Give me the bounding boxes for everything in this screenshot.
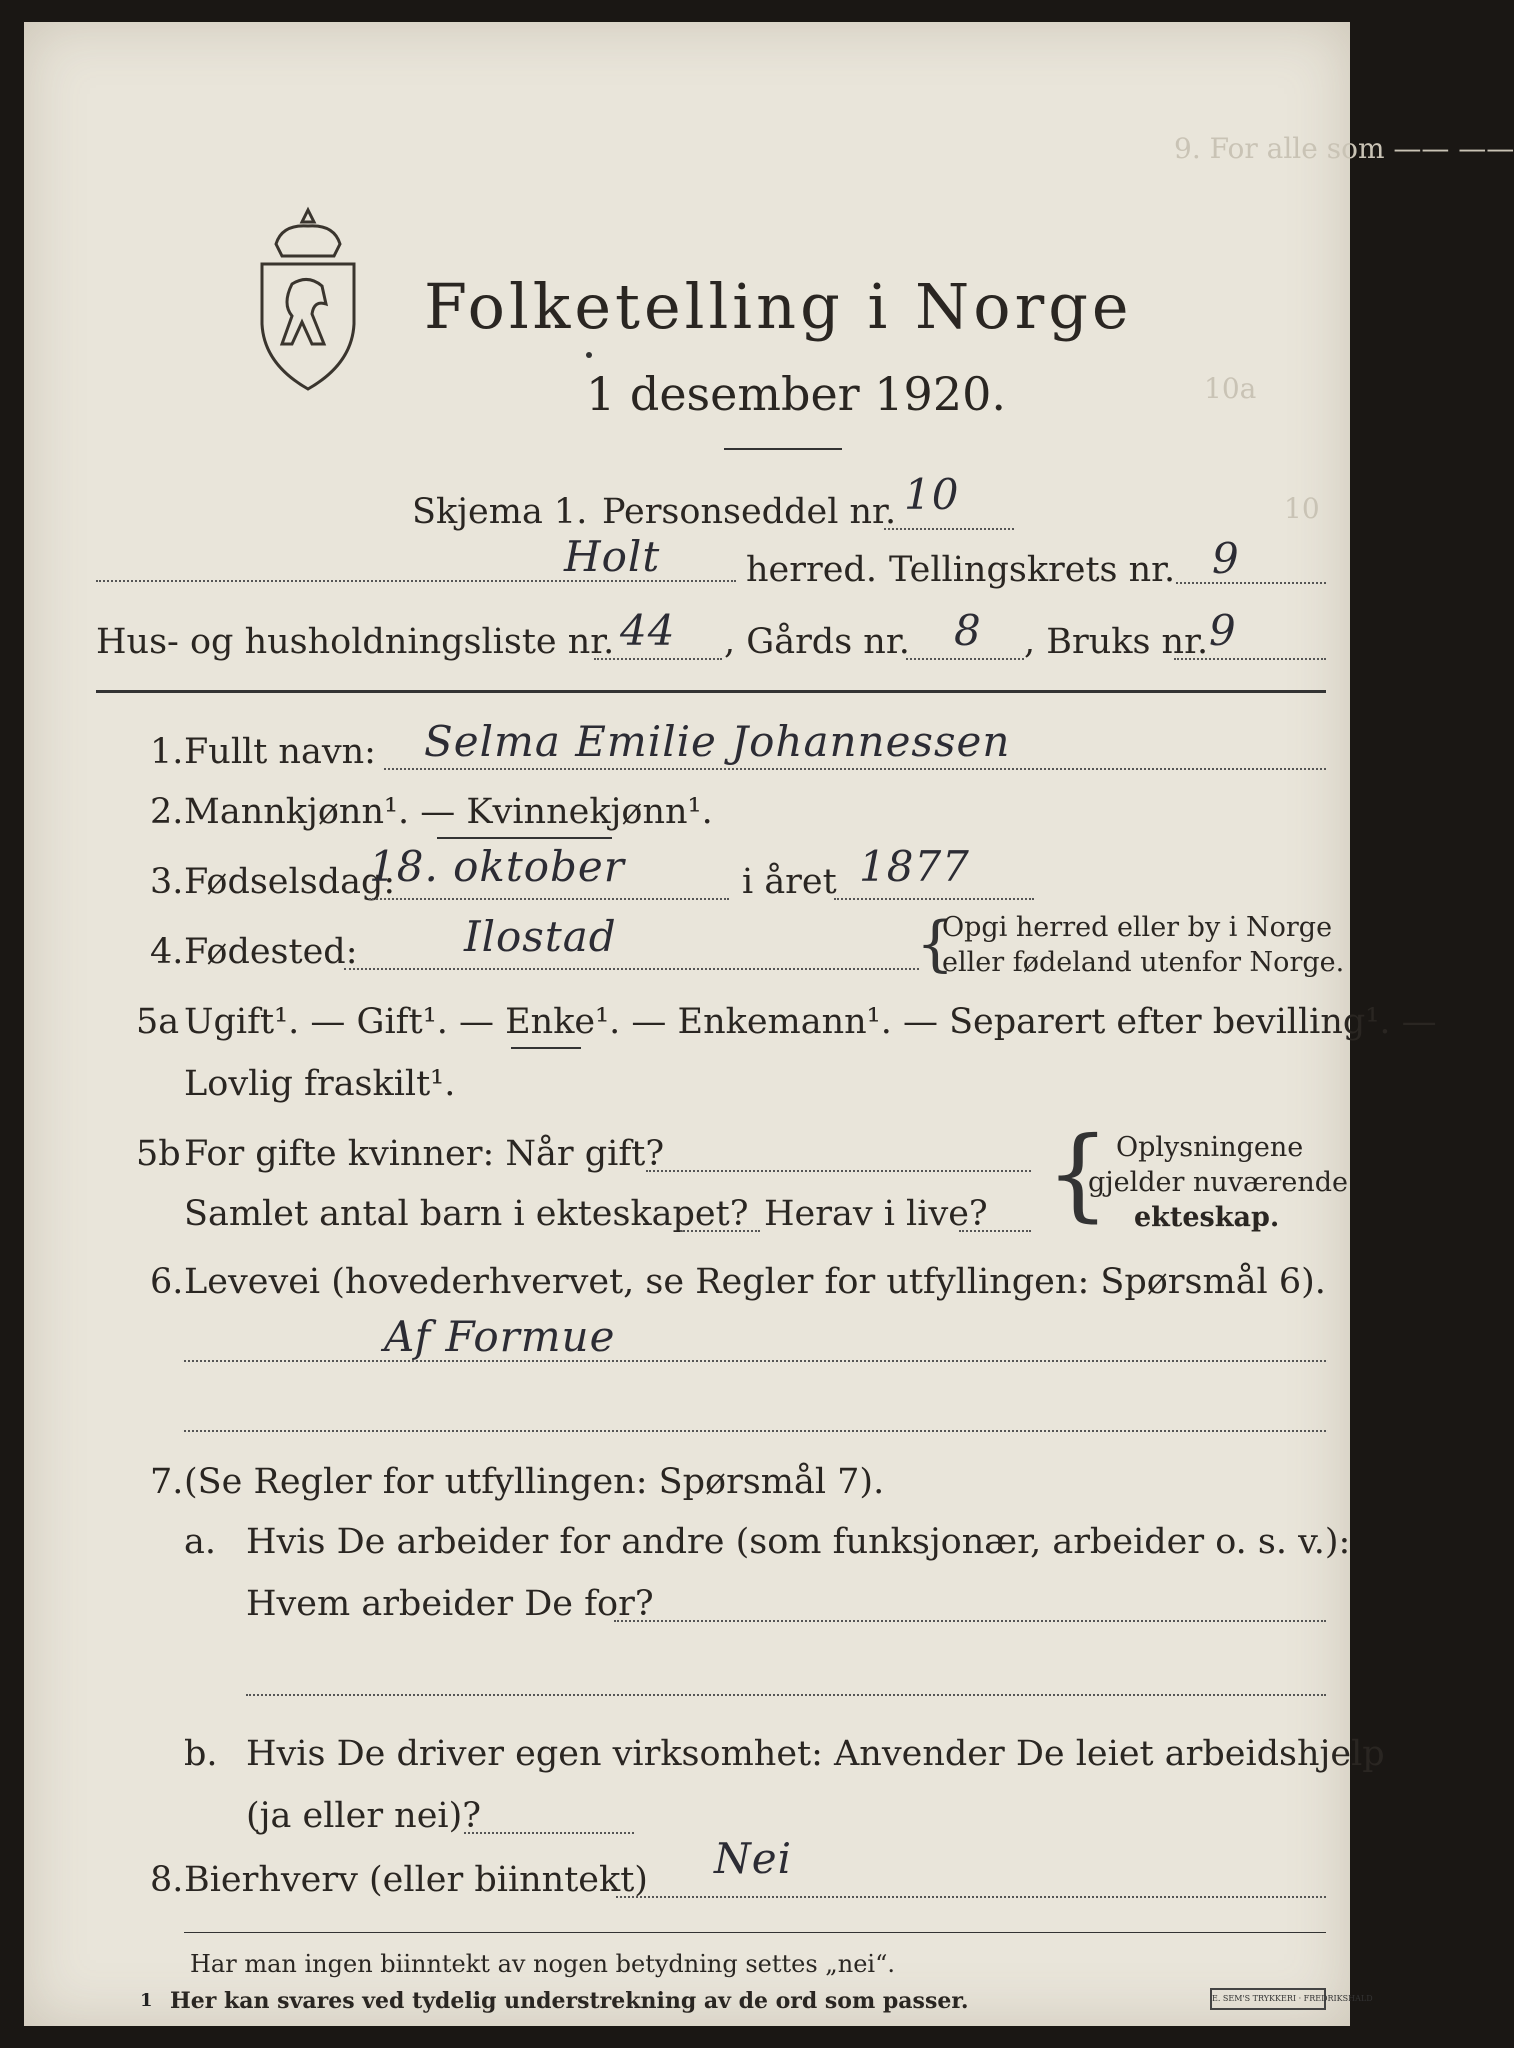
q7b-line2: (ja eller nei)? [246, 1796, 482, 1836]
q8-line [616, 1896, 1326, 1898]
q6-number: 6. [150, 1262, 184, 1302]
q1-full-name: Selma Emilie Johannessen [424, 717, 1011, 766]
q4-line [344, 968, 919, 970]
q4-note-line1: Opgi herred eller by i Norge [942, 912, 1333, 943]
q8-label: Bierhverv (eller biinntekt) [184, 1860, 648, 1900]
q5a-underline-enke [511, 1047, 581, 1049]
q5a-line1: Ugift¹. — Gift¹. — Enke¹. — Enkemann¹. — Separert efter bevilling¹. — [184, 1002, 1437, 1042]
q4-note-line2: eller fødeland utenfor Norge. [942, 947, 1345, 978]
bruks-line [1174, 658, 1326, 660]
q5a-line2: Lovlig fraskilt¹. [184, 1064, 456, 1104]
tellingskrets-line [1176, 582, 1326, 584]
bleed-through-text: 10a [1204, 372, 1257, 405]
q5b-note-line2: gjelder nuværende [1088, 1167, 1348, 1198]
q5b-note-line1: Oplysningene [1116, 1132, 1304, 1163]
bruks-value: 9 [1209, 606, 1237, 655]
form-title: Folketelling i Norge [424, 270, 1133, 343]
q6-label: Levevei (hovederhvervet, se Regler for utfyllingen: Spørsmål 6). [184, 1262, 1326, 1302]
footnote-text: Her kan svares ved tydelig understrekning av de ord som passer. [170, 1988, 969, 2014]
bleed-through-text: 9. For alle som —— —— [1174, 132, 1514, 165]
q5b-brace: { [1046, 1115, 1110, 1232]
q2-label: Mannkjønn¹. — Kvinnekjønn¹. [184, 792, 713, 832]
gards-line [906, 658, 1024, 660]
q7a-extra-line [246, 1694, 1326, 1696]
q5b-children-line [680, 1230, 760, 1232]
q8-side-income: Nei [714, 1834, 793, 1883]
q6-line1 [184, 1360, 1326, 1362]
herred-label: herred. [746, 550, 877, 590]
q5b-note-line3: ekteskap. [1134, 1202, 1280, 1233]
personseddel-value: 10 [904, 470, 960, 519]
q5b-alive-label: Herav i live? [764, 1194, 988, 1234]
q3-birth-year: 1877 [859, 842, 970, 891]
q1-number: 1. [150, 732, 184, 772]
hus-label: Hus- og husholdningsliste nr. [96, 622, 615, 662]
gards-value: 8 [954, 606, 982, 655]
tellingskrets-value: 9 [1212, 534, 1240, 583]
census-date: 1 desember 1920. [586, 367, 1006, 421]
q3-year-label: i året [742, 862, 837, 902]
q7a-line1: Hvis De arbeider for andre (som funksjonær, arbeider o. s. v.): [246, 1522, 1351, 1562]
hus-line [594, 658, 722, 660]
q8-number: 8. [150, 1860, 184, 1900]
personseddel-label: Personseddel nr. [602, 492, 897, 532]
gards-label: , Gårds nr. [724, 622, 910, 662]
q3-date-line [369, 898, 729, 900]
title-dot [586, 352, 592, 358]
bruks-label: , Bruks nr. [1024, 622, 1209, 662]
q7b-number: b. [184, 1734, 218, 1774]
footer-note: Har man ingen biinntekt av nogen betydning settes „nei“. [190, 1950, 895, 1978]
q4-label: Fødested: [184, 932, 358, 972]
q5a-number: 5a [136, 1002, 180, 1042]
q5b-children-label: Samlet antal barn i ekteskapet? [184, 1194, 749, 1234]
q3-year-line [834, 898, 1034, 900]
header-divider [96, 690, 1326, 693]
q4-birthplace: Ilostad [464, 912, 617, 961]
q7a-number: a. [184, 1522, 216, 1562]
printer-stamp: E. SEM'S TRYKKERI · FREDRIKSHALD [1210, 1988, 1326, 2010]
q7-label: (Se Regler for utfyllingen: Spørsmål 7). [184, 1462, 885, 1502]
q7b-line1: Hvis De driver egen virksomhet: Anvender De leiet arbeidshjelp [246, 1734, 1385, 1774]
q3-label: Fødselsdag: [184, 862, 396, 902]
q6-line2 [184, 1430, 1326, 1432]
q2-underline-kvinnekjonn [437, 837, 612, 839]
tellingskrets-label: Tellingskrets nr. [889, 550, 1176, 590]
q7a-line2: Hvem arbeider De for? [246, 1584, 654, 1624]
q7b-line [464, 1832, 634, 1834]
bleed-through-text: 10 [1284, 492, 1320, 525]
q5b-alive-line [959, 1230, 1031, 1232]
q2-number: 2. [150, 792, 184, 832]
coat-of-arms-emblem [252, 204, 364, 394]
title-separator [724, 448, 842, 450]
q7-number: 7. [150, 1462, 184, 1502]
q7a-employer-line [614, 1620, 1326, 1622]
herred-value: Holt [564, 532, 661, 581]
q1-label: Fullt navn: [184, 732, 376, 772]
q3-number: 3. [150, 862, 184, 902]
q5b-line1: For gifte kvinner: Når gift? [184, 1134, 665, 1174]
q5b-married-line [646, 1170, 1031, 1172]
q4-brace: { [916, 909, 955, 979]
q5b-number: 5b [136, 1134, 181, 1174]
q1-line [384, 768, 1326, 770]
hus-value: 44 [620, 606, 676, 655]
q6-occupation: Af Formue [384, 1312, 616, 1361]
footnote-mark: 1 [140, 1990, 153, 2011]
q4-number: 4. [150, 932, 184, 972]
q3-birthday: 18. oktober [369, 842, 625, 891]
census-form-sheet [24, 22, 1514, 2026]
schema-label: Skjema 1. [412, 492, 588, 532]
footer-divider [184, 1932, 1326, 1933]
personseddel-line [884, 528, 1014, 530]
